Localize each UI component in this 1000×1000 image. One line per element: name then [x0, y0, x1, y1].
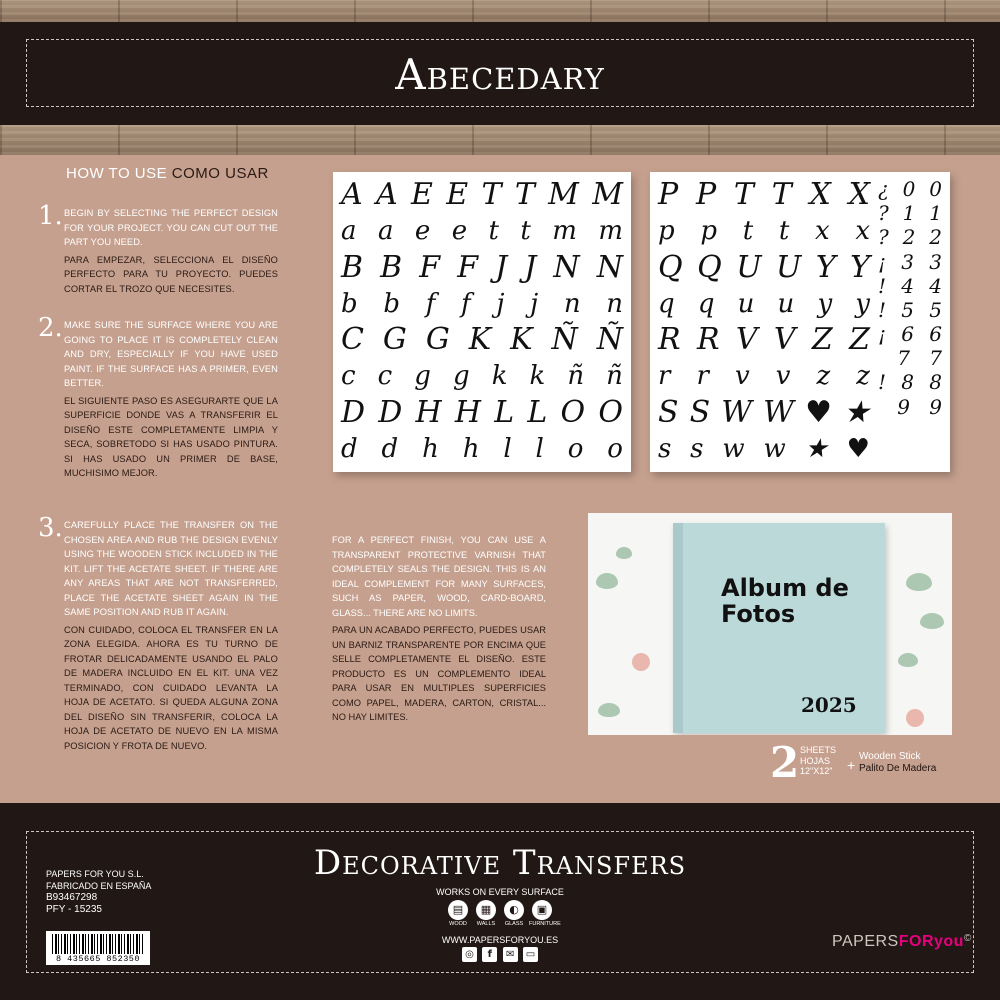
transfer-glyph: y [855, 288, 870, 319]
number-row [878, 177, 942, 201]
transfer-glyph: R [658, 322, 681, 358]
glyph-row [658, 250, 870, 286]
web-icon[interactable]: ▭ [523, 947, 538, 962]
transfer-glyph: X [848, 177, 870, 213]
transfer-glyph: J [495, 249, 508, 285]
transfer-glyph: q [697, 288, 715, 319]
transfer-glyph: z [856, 361, 870, 392]
album-photo [588, 513, 952, 735]
transfer-glyph: A [341, 177, 363, 213]
step-number-1: 1. [38, 201, 63, 231]
glyph-row [341, 431, 623, 467]
transfer-number-glyph: 9 [897, 394, 910, 419]
glass-icon: ◐ [504, 900, 524, 920]
brand-part-1: PAPERS [832, 933, 899, 950]
transfer-glyph: g [452, 361, 470, 392]
transfer-number-glyph: 8 [929, 370, 942, 395]
transfer-glyph: v [775, 361, 791, 392]
transfer-glyph: P [658, 177, 679, 213]
number-row [878, 394, 942, 418]
header-band [0, 22, 1000, 125]
transfer-glyph: u [777, 288, 795, 319]
glyph-row [341, 358, 623, 394]
transfer-glyph: X [809, 177, 831, 213]
transfer-glyph: t [778, 216, 790, 247]
surface-item [445, 900, 471, 927]
glyph-row [341, 322, 623, 358]
transfer-number-glyph: 7 [897, 346, 910, 371]
surface-label: WOOD [449, 921, 467, 927]
finish-en: FOR A PERFECT FINISH, YOU CAN USE A TRANSPARENT PROTECTIVE VARNISH THAT COMPLETELY SEALS THE DESIGN. THIS IS AN IDEAL COMPLEMENT FOR MANY SURFACES, SUCH AS PAPER, WOOD, CARD-BOARD, GLASS... THERE ARE NO LIMITS. [332, 535, 546, 618]
transfer-glyph: b [341, 288, 358, 319]
step-1-es: PARA EMPEZAR, SELECCIONA EL DISEÑO PERFECTO PARA TU PROYECTO. PUEDES CORTAR EL TROZO QUE NECESITES. [64, 254, 278, 294]
surface-item [529, 900, 561, 927]
step-3-en: CAREFULLY PLACE THE TRANSFER ON THE CHOSEN AREA AND RUB THE DESIGN EVENLY USING THE WOODEN STICK INCLUDED IN THE KIT. LIFT THE ACETATE SHEET. IF THERE ARE ANY AREAS THAT ARE NOT TRANSFERRED, PLACE THE ACETATE SHEET AGAIN IN THE SAME POSITION AND RUB IT AGAIN. [64, 520, 278, 617]
glyph-row [341, 177, 623, 213]
glyph-row [658, 358, 870, 394]
transfer-number-glyph: 3 [901, 249, 915, 274]
transfer-sheet-left [333, 172, 631, 472]
transfer-glyph: w [763, 433, 786, 464]
transfer-glyph: W [721, 394, 753, 430]
number-row [878, 346, 942, 370]
transfer-glyph: O [598, 394, 623, 430]
transfer-glyph: l [535, 433, 544, 464]
email-icon[interactable]: ✉ [503, 947, 518, 962]
wood-background-top [0, 0, 1000, 22]
finish-text [332, 533, 546, 725]
glyph-row [658, 177, 870, 213]
brand-mark: © [963, 933, 972, 944]
transfer-glyph: w [722, 433, 745, 464]
transfer-glyph: W [763, 394, 794, 430]
transfer-glyph: s [658, 433, 672, 464]
transfer-glyph: p [658, 216, 675, 247]
transfer-glyph: l [503, 433, 512, 464]
letter-grid-right [658, 177, 870, 467]
transfer-glyph: T [514, 177, 535, 213]
transfer-glyph: ñ [606, 361, 623, 392]
transfer-glyph: Y [815, 249, 836, 285]
furniture-icon: ▣ [532, 900, 552, 920]
transfer-glyph: r [696, 361, 709, 392]
sheets-label-en: SHEETS [800, 745, 837, 755]
transfer-glyph: t [488, 216, 499, 247]
transfer-glyph: T [771, 177, 792, 213]
sheets-labels [800, 745, 844, 777]
transfer-glyph: M [548, 177, 579, 213]
transfer-glyph: u [737, 288, 755, 319]
surface-label: WALLS [476, 921, 496, 927]
surface-icons [445, 900, 561, 927]
transfer-glyph: c [377, 361, 393, 392]
transfer-glyph: t [520, 216, 531, 247]
transfer-glyph: Ñ [596, 322, 623, 358]
transfer-number-glyph: ! [878, 297, 887, 322]
transfer-glyph: T [481, 177, 502, 213]
transfer-glyph: e [451, 216, 468, 247]
transfer-number-glyph: 6 [901, 322, 915, 347]
transfer-glyph: n [606, 288, 623, 319]
transfer-glyph: H [454, 394, 482, 430]
surface-item [501, 900, 527, 927]
wood-icon: ▤ [448, 900, 468, 920]
transfer-glyph: x [814, 216, 830, 247]
transfer-glyph: B [380, 249, 403, 285]
transfer-number-glyph: 5 [929, 297, 942, 322]
transfer-number-glyph: ? [878, 225, 889, 250]
transfer-glyph: t [742, 216, 754, 247]
transfer-glyph: f [425, 288, 436, 319]
letter-grid-left [341, 177, 623, 467]
transfer-glyph: A [376, 177, 398, 213]
step-number-2: 2. [38, 313, 63, 343]
transfer-glyph: H [415, 394, 442, 430]
transfer-glyph: s [690, 433, 704, 464]
transfer-glyph: O [560, 394, 586, 430]
social-icons [462, 947, 538, 962]
step-2-text [64, 318, 278, 481]
surface-label: FURNITURE [529, 921, 561, 927]
step-1-en: BEGIN BY SELECTING THE PERFECT DESIGN FOR YOUR PROJECT. YOU CAN CUT OUT THE PART YOU NEED. [64, 208, 278, 247]
transfer-glyph: Ñ [551, 322, 578, 358]
transfer-glyph: L [527, 394, 548, 430]
transfer-number-glyph: ¡ [878, 322, 887, 347]
wooden-stick-es: Palito De Madera [859, 763, 937, 774]
product-sku: PFY - 15235 [46, 904, 102, 915]
transfer-number-glyph: 4 [929, 273, 942, 298]
transfer-glyph: D [341, 394, 366, 430]
number-row [878, 322, 942, 346]
transfer-glyph: h [462, 433, 480, 464]
glyph-row [341, 213, 623, 249]
transfer-number-glyph: 6 [929, 322, 942, 347]
transfer-glyph: ñ [567, 361, 585, 392]
number-row [878, 274, 942, 298]
transfer-glyph: f [461, 288, 471, 319]
transfer-sheet-right [650, 172, 950, 472]
transfer-glyph: S [658, 394, 679, 430]
transfer-glyph: d [341, 433, 358, 464]
transfer-glyph: b [383, 288, 400, 319]
company-code: B93467298 [46, 892, 98, 903]
number-row [878, 249, 942, 273]
transfer-glyph: K [510, 322, 533, 358]
transfer-glyph: r [658, 361, 671, 392]
album-spine [673, 523, 683, 733]
glyph-row [341, 250, 623, 286]
transfer-glyph: m [552, 216, 577, 247]
transfer-glyph: Z [849, 322, 870, 358]
wooden-stick-labels [859, 751, 969, 775]
works-on-label: WORKS ON EVERY SURFACE [436, 887, 564, 897]
transfer-number-glyph: ¿ [878, 177, 889, 202]
transfer-glyph: E [411, 177, 433, 213]
heading-en: HOW TO USE [66, 165, 168, 182]
made-in: FABRICADO EN ESPAÑA [46, 881, 152, 891]
transfer-glyph: U [776, 249, 802, 285]
transfer-glyph: C [341, 322, 364, 358]
company-name: PAPERS FOR YOU S.L. [46, 869, 144, 879]
glyph-row [341, 286, 623, 322]
transfer-glyph: q [658, 288, 675, 319]
instagram-icon[interactable]: ◎ [462, 947, 477, 962]
number-row [878, 298, 942, 322]
footer-title: Decorative Transfers [313, 843, 687, 883]
transfer-glyph: F [457, 249, 479, 285]
website-link[interactable]: WWW.PAPERSFORYOU.ES [441, 935, 559, 945]
plus-sign: + [847, 757, 856, 773]
leaf-decoration [598, 703, 620, 717]
transfer-glyph: N [596, 249, 623, 285]
main-panel [0, 155, 1000, 803]
flower-decoration [906, 709, 924, 727]
transfer-glyph: V [735, 322, 758, 358]
footer-band [0, 803, 1000, 1000]
number-row [878, 201, 942, 225]
step-3-text [64, 518, 278, 753]
glyph-row [658, 322, 870, 358]
number-row [878, 225, 942, 249]
transfer-glyph: n [563, 288, 581, 319]
finish-es: PARA UN ACABADO PERFECTO, PUEDES USAR UN BARNIZ TRANSPARENTE POR ENCIMA QUE SELLE COMPLETAMENTE EL DISEÑO. ESTE PRODUCTO ES UN COMPLEMENTO IDEAL PARA USAR EN MULTIPLES SUPERFICIES COMO PAPEL, MADERA, CARTON, CRISTAL... NO HAY LIMITES. [332, 625, 546, 722]
transfer-glyph: y [817, 288, 833, 319]
transfer-glyph: U [736, 249, 762, 285]
number-grid [878, 177, 942, 467]
transfer-glyph: k [491, 361, 508, 392]
transfer-glyph: x [855, 216, 870, 247]
transfer-glyph: P [695, 177, 717, 213]
transfer-glyph: d [381, 433, 399, 464]
glyph-row [658, 213, 870, 249]
glyph-row [341, 395, 623, 431]
transfer-number-glyph: ! [878, 370, 887, 395]
transfer-glyph: N [553, 249, 580, 285]
transfer-glyph: v [735, 361, 750, 392]
transfer-glyph: J [524, 249, 537, 285]
transfer-number-glyph: 2 [902, 225, 916, 250]
transfer-glyph: ♥ [805, 394, 832, 430]
step-2-en: MAKE SURE THE SURFACE WHERE YOU ARE GOING TO PLACE IT IS COMPLETELY CLEAN AND DRY, ESPECIALLY IF YOU HAVE USED PAINT. IF THE SURFACE HAS A PRIMER, EVEN BETTER. [64, 320, 278, 388]
transfer-number-glyph: 1 [929, 201, 942, 226]
surface-item [473, 900, 499, 927]
transfer-glyph: Z [811, 322, 833, 358]
transfer-glyph: Y [850, 249, 870, 285]
transfer-number-glyph: ¡ [878, 249, 887, 274]
transfer-glyph: M [592, 177, 623, 213]
transfer-glyph: k [529, 361, 546, 392]
transfer-number-glyph: ! [878, 273, 887, 298]
heading-es: COMO USAR [171, 165, 269, 182]
transfer-number-glyph: 7 [929, 346, 942, 371]
transfer-glyph: c [341, 361, 356, 392]
number-row [878, 370, 942, 394]
transfer-number-glyph: 0 [929, 177, 942, 202]
surface-label: GLASS [504, 921, 524, 927]
sheets-size: 12"X12" [800, 766, 833, 776]
sheets-count: 2 [770, 738, 800, 787]
transfer-glyph: S [689, 394, 711, 430]
transfer-glyph: j [530, 288, 539, 319]
wood-background-middle [0, 125, 1000, 155]
transfer-glyph: z [816, 361, 831, 392]
transfer-glyph: D [378, 394, 403, 430]
transfer-glyph: E [446, 177, 469, 213]
transfer-number-glyph: ? [878, 201, 889, 226]
transfer-glyph: m [598, 216, 623, 247]
transfer-glyph: o [567, 433, 584, 464]
sheets-label-es: HOJAS [800, 755, 831, 766]
transfer-number-glyph: 2 [929, 225, 942, 250]
transfer-number-glyph: 1 [902, 201, 916, 226]
page-title: Abecedary [395, 50, 605, 99]
transfer-glyph: ♥ [846, 433, 870, 464]
transfer-glyph: L [494, 394, 515, 430]
album-title: Album de Fotos [721, 574, 849, 628]
facebook-icon[interactable]: f [482, 947, 497, 962]
leaf-decoration [616, 547, 632, 559]
transfer-glyph: o [607, 433, 623, 464]
transfer-number-glyph: 8 [901, 370, 915, 395]
transfer-glyph: R [696, 322, 720, 358]
transfer-glyph: a [377, 216, 394, 247]
transfer-glyph: p [700, 216, 717, 247]
transfer-glyph: G [425, 322, 450, 358]
transfer-glyph: g [414, 361, 431, 392]
wooden-stick-en: Wooden Stick [859, 751, 921, 762]
brand-logo [832, 933, 972, 951]
transfer-glyph: h [422, 433, 439, 464]
transfer-number-glyph: 3 [929, 249, 942, 274]
step-2-es: EL SIGUIENTE PASO ES ASEGURARTE QUE LA SUPERFICIE DONDE VAS A TRANSFERIR EL DISEÑO ESTE COMPLETAMENTE LIMPIA Y SECA, SOBRETODO SI HAS USADO PINTURA. SI HAS USADO UN PRIMER DE BASE, MUCHISIMO MEJOR. [64, 395, 278, 478]
transfer-number-glyph: 0 [902, 177, 916, 202]
transfer-number-glyph: 4 [901, 273, 915, 298]
transfer-number-glyph: 5 [901, 297, 915, 322]
leaf-decoration [898, 653, 918, 667]
glyph-row [658, 431, 870, 467]
flower-decoration [632, 653, 650, 671]
transfer-glyph: ★ [804, 433, 828, 464]
album-year: 2025 [801, 693, 857, 717]
transfer-glyph: j [496, 288, 505, 319]
leaf-decoration [920, 613, 944, 629]
transfer-glyph: Q [658, 249, 683, 285]
instructions-heading [66, 165, 269, 182]
transfer-glyph: G [382, 322, 407, 358]
transfer-glyph: T [733, 177, 754, 213]
transfer-glyph: Q [697, 249, 722, 285]
leaf-decoration [596, 573, 618, 589]
transfer-glyph: V [773, 322, 796, 358]
leaf-decoration [906, 573, 932, 591]
transfer-glyph: K [468, 322, 492, 358]
photo-album-cover [673, 523, 885, 733]
glyph-row [658, 395, 870, 431]
brand-part-2: FORyou [898, 933, 964, 950]
transfer-glyph: e [414, 216, 431, 247]
walls-icon: ▦ [476, 900, 496, 920]
step-3-es: CON CUIDADO, COLOCA EL TRANSFER EN LA ZONA ELEGIDA. AHORA ES TU TURNO DE FROTAR DELICADAMENTE USANDO EL PALO DE MADERA INCLUIDO EN EL KIT. UNA VEZ TERMINADO, CON CUIDADO LEVANTA LA HOJA DE ACETATO. SI QUEDA ALGUNA ZONA DEL DISEÑO SIN TRANSFERIR, COLOCA LA HOJA DE ACETATO DE NUEVO EN LA MISMA POSICION Y FROTA DE NUEVO. [64, 624, 278, 751]
transfer-glyph: a [341, 216, 357, 247]
transfer-glyph: ★ [843, 394, 870, 430]
glyph-row [658, 286, 870, 322]
step-number-3: 3. [38, 513, 63, 543]
barcode-number: 8 435665 852350 [55, 954, 140, 964]
transfer-glyph: B [341, 249, 364, 285]
step-1-text [64, 206, 278, 296]
transfer-glyph: F [419, 249, 441, 285]
transfer-number-glyph: 9 [929, 394, 942, 419]
